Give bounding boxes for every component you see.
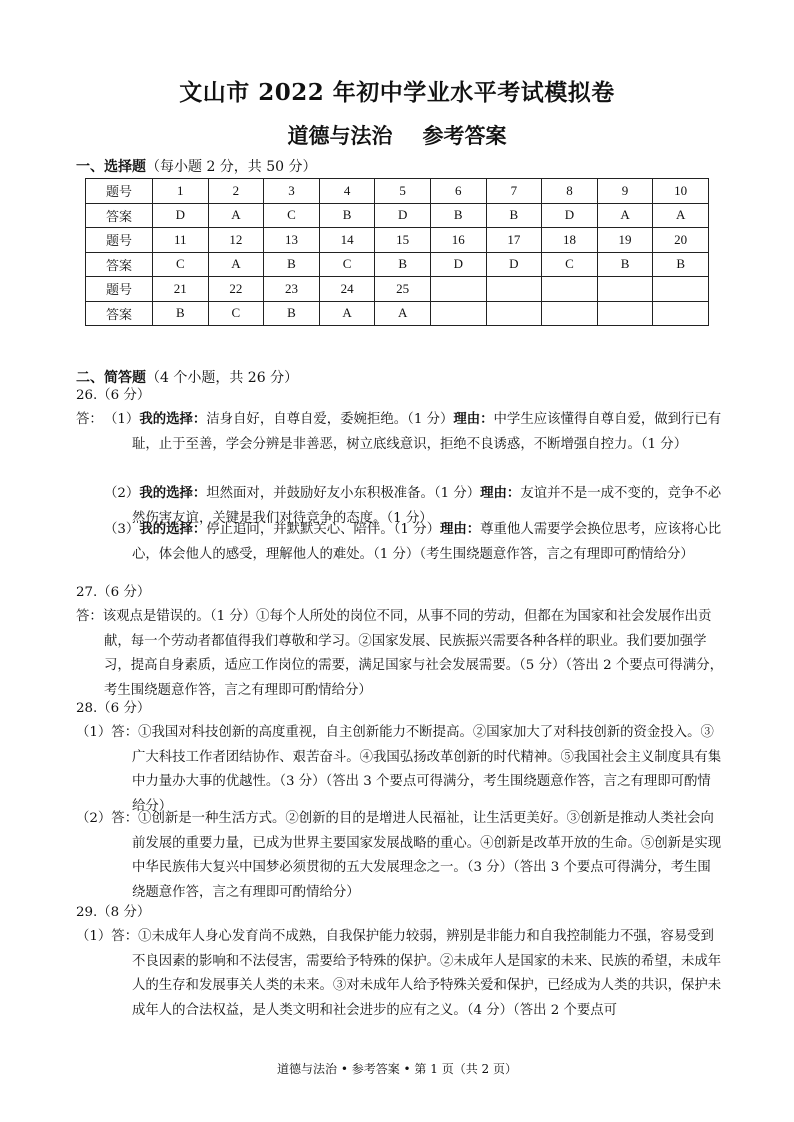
q28-part1: （1）答：①我国对科技创新的高度重视，自主创新能力不断提高。②国家加大了对科技创新的资金投入。③广大科技工作者团结协作、艰苦奋斗。④我国弘扬改革创新的时代精神。⑤我国社会主义制度具有集中力量办大事的优越性。（3 分）（答出 3 个要点可得满分，考生围绕题意作答，言之有理即可酌情给分） [76, 725, 722, 814]
q27-answer: 答：该观点是错误的。（1 分）①每个人所处的岗位不同，从事不同的劳动，但都在为国家和社会发展作出贡献，每一个劳动者都值得我们尊敬和学习。②国家发展、民族振兴需要各种各样的职业。我们要加强学习，提高自身素质，适应工作岗位的需要，满足国家与社会发展需要。（5 分）（答出 2 个要点可得满分，考生围绕题意作答，言之有理即可酌情给分） [76, 609, 723, 698]
table-cell: 22 [208, 277, 264, 302]
table-cell: C [264, 203, 320, 228]
table-cell: B [319, 203, 375, 228]
table-cell: 8 [542, 179, 598, 204]
table-cell: 21 [153, 277, 209, 302]
table-cell: 24 [319, 277, 375, 302]
table-cell: D [375, 203, 431, 228]
table-cell: 3 [264, 179, 320, 204]
table-cell: A [597, 203, 653, 228]
doc-type: 参考答案 [422, 123, 507, 148]
table-cell: B [375, 252, 431, 277]
q28-head: 28.（6 分） [76, 701, 151, 716]
table-cell [653, 301, 709, 326]
row-label: 题号 [86, 179, 153, 204]
table-cell [486, 301, 542, 326]
table-cell [542, 301, 598, 326]
row-label: 题号 [86, 228, 153, 253]
table-cell: A [319, 301, 375, 326]
q26-part2: （2）我的选择：坦然面对，并鼓励好友小东积极准备。（1 分）理由：友谊并不是一成不变的，竞争不必然伤害友谊，关键是我们对待竞争的态度。（1 分） [104, 486, 722, 526]
table-cell: D [486, 252, 542, 277]
page-footer: 道德与法治 • 参考答案 • 第 1 页（共 2 页） [277, 1062, 517, 1076]
table-row [86, 179, 709, 204]
table-row [86, 203, 709, 228]
row-label: 题号 [86, 277, 153, 302]
table-row [86, 252, 709, 277]
table-cell [597, 277, 653, 302]
table-cell: 13 [264, 228, 320, 253]
subject-name: 道德与法治 [287, 123, 393, 148]
table-cell: 9 [597, 179, 653, 204]
table-cell: A [653, 203, 709, 228]
q26-part3: （3）我的选择：停止追问，并默默关心、陪伴。（1 分）理由：尊重他人需要学会换位思考，应该将心比心，体会他人的感受，理解他人的难处。（1 分）（考生围绕题意作答，言之有理即可酌情给分） [104, 522, 722, 562]
page-title: 文山市 2022 年初中学业水平考试模拟卷 [179, 79, 615, 106]
table-cell: 7 [486, 179, 542, 204]
table-cell: 20 [653, 228, 709, 253]
table-row [86, 277, 709, 302]
table-cell [430, 277, 486, 302]
table-cell: C [208, 301, 264, 326]
table-cell [542, 277, 598, 302]
table-cell [597, 301, 653, 326]
table-cell: 6 [430, 179, 486, 204]
table-cell: D [542, 203, 598, 228]
table-cell: 14 [319, 228, 375, 253]
table-cell: 15 [375, 228, 431, 253]
q29-head: 29.（8 分） [76, 905, 151, 920]
table-cell: A [208, 203, 264, 228]
row-label: 答案 [86, 301, 153, 326]
table-cell: C [542, 252, 598, 277]
table-cell: B [486, 203, 542, 228]
table-cell: B [264, 252, 320, 277]
table-cell [430, 301, 486, 326]
table-cell: C [153, 252, 209, 277]
table-cell: 25 [375, 277, 431, 302]
table-cell: 16 [430, 228, 486, 253]
table-cell: 18 [542, 228, 598, 253]
table-cell: 4 [319, 179, 375, 204]
table-cell: 1 [153, 179, 209, 204]
row-label: 答案 [86, 252, 153, 277]
table-cell: 12 [208, 228, 264, 253]
table-cell: 17 [486, 228, 542, 253]
table-cell: B [264, 301, 320, 326]
table-cell: D [153, 203, 209, 228]
table-cell: B [653, 252, 709, 277]
table-row [86, 301, 709, 326]
section2-heading: 二、简答题（4 个小题，共 26 分） [76, 370, 299, 386]
table-cell: B [597, 252, 653, 277]
q26-head: 26.（6 分） [76, 388, 151, 403]
table-cell [653, 277, 709, 302]
table-cell: B [430, 203, 486, 228]
section1-heading: 一、选择题（每小题 2 分，共 50 分） [76, 159, 317, 175]
table-cell: 11 [153, 228, 209, 253]
table-cell: D [430, 252, 486, 277]
q27-head: 27.（6 分） [76, 585, 151, 600]
q29-part1: （1）答：①未成年人身心发育尚不成熟，自我保护能力较弱，辨别是非能力和自我控制能力不强，容易受到不良因素的影响和不法侵害，需要给予特殊的保护。②未成年人是国家的未来、民族的希望，未成年人的生存和发展事关人类的未来。③对未成年人给予特殊关爱和保护，已经成为人类的共识，保护未成年人的合法权益，是人类文明和社会进步的应有之义。（4 分）（答出 2 个要点可 [76, 929, 722, 1018]
table-cell: C [319, 252, 375, 277]
table-cell: B [153, 301, 209, 326]
choice-answer-table [85, 178, 709, 326]
q26-answer-prefix: 答： [76, 412, 103, 427]
row-label: 答案 [86, 203, 153, 228]
q26-part1: （1）我的选择：洁身自好，自尊自爱，委婉拒绝。（1 分）理由：中学生应该懂得自尊自爱，做到行已有耻，止于至善，学会分辨是非善恶，树立底线意识，拒绝不良诱惑，不断增强自控力。（1 分） [104, 412, 722, 452]
table-cell: 5 [375, 179, 431, 204]
table-row [86, 228, 709, 253]
table-cell: 19 [597, 228, 653, 253]
table-cell: 23 [264, 277, 320, 302]
table-cell: 10 [653, 179, 709, 204]
table-cell [486, 277, 542, 302]
table-cell: A [208, 252, 264, 277]
q28-part2: （2）答：①创新是一种生活方式。②创新的目的是增进人民福祉，让生活更美好。③创新是推动人类社会向前发展的重要力量，已成为世界主要国家发展战略的重心。④创新是改革开放的生命。⑤创新是实现中华民族伟大复兴中国梦必须贯彻的五大发展理念之一。（3 分）（答出 3 个要点可得满分，考生围绕题意作答，言之有理即可酌情给分） [76, 811, 722, 900]
table-cell: A [375, 301, 431, 326]
table-cell: 2 [208, 179, 264, 204]
page-subtitle [0, 120, 794, 150]
